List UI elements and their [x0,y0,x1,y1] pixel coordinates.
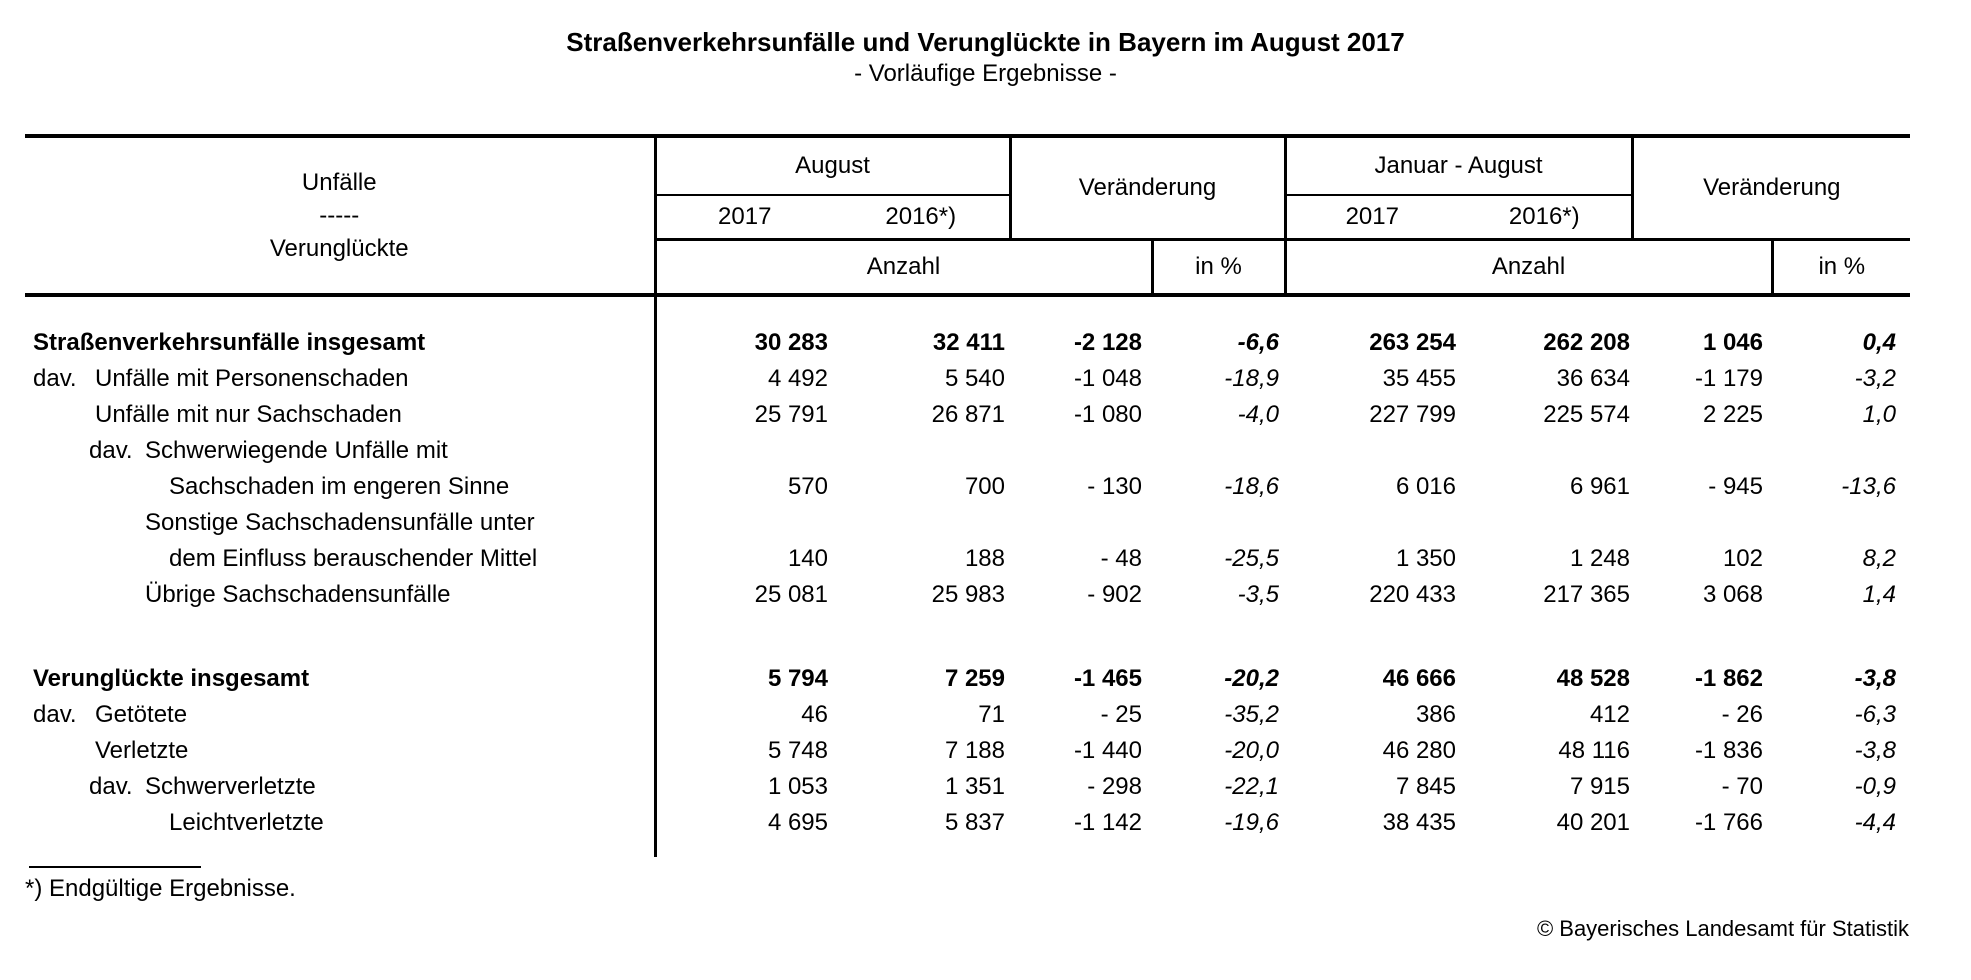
value-cell: 262 208 [1543,329,1630,356]
value-cell: 46 666 [1382,665,1456,692]
column-group-change-1: Veränderung [1010,136,1285,240]
value-cell: 1 053 [767,773,828,800]
column-header-2016-august: 2016*) [833,195,1010,240]
row-label-prefix: dav. [33,365,77,392]
unit-header-count-2: Anzahl [1285,240,1772,296]
value-cell: -1 179 [1694,365,1763,392]
value-cell: -0,9 [1854,773,1896,800]
value-cell: -1 142 [1073,809,1142,836]
value-cell: -3,5 [1237,581,1279,608]
row-label-prefix: dav. [89,437,133,464]
table-row [25,577,1910,613]
table-row [25,397,1910,433]
spacer-row [25,841,1910,857]
value-cell: 1,0 [1862,401,1896,428]
value-cell: 7 259 [944,665,1005,692]
unit-header-percent-2: in % [1772,240,1910,296]
table-row [25,769,1910,805]
value-cell: 40 201 [1556,809,1630,836]
value-cell: -4,4 [1854,809,1896,836]
value-cell: 3 068 [1702,581,1763,608]
value-cell: 0,4 [1862,329,1896,356]
value-cell: 220 433 [1369,581,1456,608]
value-cell: 46 280 [1382,737,1456,764]
value-cell: 700 [964,473,1005,500]
title-block [0,26,1971,90]
row-label: Unfälle mit nur Sachschaden [25,397,655,433]
value-cell: 48 116 [1558,737,1630,764]
row-label: Übrige Sachschadensunfälle [25,577,655,613]
value-cell: 188 [964,545,1005,572]
value-cell: 8,2 [1862,545,1896,572]
table-row [25,325,1910,361]
value-cell: -18,9 [1224,365,1279,392]
value-cell: - 70 [1721,773,1763,800]
row-label: dav. Getötete [25,697,655,733]
row-label: Leichtverletzte [25,805,655,841]
table-body-table [25,297,1910,857]
value-cell: 25 983 [931,581,1005,608]
value-cell: -35,2 [1224,701,1279,728]
footnote-rule [29,866,201,868]
value-cell: 32 411 [932,329,1005,356]
value-cell: 25 081 [754,581,828,608]
value-cell: 227 799 [1369,401,1456,428]
value-cell: 1 248 [1569,545,1630,572]
value-cell: 30 283 [754,329,828,356]
value-cell: -4,0 [1237,401,1279,428]
value-cell: -6,3 [1854,701,1896,728]
value-cell: 102 [1722,545,1763,572]
value-cell: -1 836 [1694,737,1763,764]
page-title: Straßenverkehrsunfälle und Verunglückte in Bayern im August 2017 [566,27,1405,57]
value-cell: 570 [787,473,828,500]
value-cell: 38 435 [1382,809,1456,836]
value-cell: 7 188 [944,737,1005,764]
value-cell: 140 [787,545,828,572]
value-cell: 5 794 [767,665,828,692]
value-cell: 1 351 [944,773,1005,800]
value-cell: - 26 [1721,701,1763,728]
value-cell: 4 492 [767,365,828,392]
column-group-january-august: Januar - August [1285,136,1632,195]
value-cell: -1 048 [1073,365,1142,392]
value-cell: 263 254 [1369,329,1456,356]
value-cell: - 25 [1100,701,1142,728]
value-cell: -3,2 [1854,365,1896,392]
value-cell: 25 791 [754,401,828,428]
row-label: dav. Unfälle mit Personenschaden [25,361,655,397]
row-label-prefix: dav. [89,773,133,800]
value-cell: 1 046 [1702,329,1763,356]
statistics-table [25,134,1910,857]
value-cell: -2 128 [1073,329,1142,356]
value-cell: - 130 [1087,473,1142,500]
value-cell: -20,2 [1224,665,1279,692]
value-cell: 46 [801,701,828,728]
value-cell: 36 634 [1556,365,1630,392]
value-cell: - 48 [1100,545,1142,572]
value-cell: - 902 [1087,581,1142,608]
value-cell: -19,6 [1224,809,1279,836]
value-cell: 7 845 [1395,773,1456,800]
value-cell: 217 365 [1543,581,1630,608]
value-cell: - 298 [1087,773,1142,800]
table-row [25,697,1910,733]
column-header-2016-janaug: 2016*) [1458,195,1632,240]
table-row [25,361,1910,397]
value-cell: 26 871 [931,401,1005,428]
value-cell: 5 837 [944,809,1005,836]
value-cell: -18,6 [1224,473,1279,500]
value-cell: 4 695 [767,809,828,836]
value-cell: -1 465 [1073,665,1142,692]
unit-header-count-1: Anzahl [655,240,1152,296]
table-row [25,433,1910,505]
value-cell: -20,0 [1224,737,1279,764]
value-cell: 1,4 [1862,581,1896,608]
value-cell: 48 528 [1556,665,1630,692]
value-cell: -25,5 [1224,545,1279,572]
value-cell: -1 766 [1694,809,1763,836]
table-header [25,134,1910,297]
value-cell: 5 540 [944,365,1005,392]
value-cell: -22,1 [1224,773,1279,800]
value-cell: - 945 [1708,473,1763,500]
value-cell: -13,6 [1841,473,1896,500]
value-cell: -1 862 [1694,665,1763,692]
value-cell: 412 [1589,701,1630,728]
spacer-row [25,297,1910,325]
table-body [25,297,1910,857]
value-cell: -1 440 [1073,737,1142,764]
value-cell: 35 455 [1382,365,1456,392]
column-header-2017-august: 2017 [655,195,833,240]
value-cell: 7 915 [1569,773,1630,800]
column-header-2017-janaug: 2017 [1285,195,1458,240]
value-cell: 1 350 [1395,545,1456,572]
page-subtitle: - Vorläufige Ergebnisse - [854,60,1117,87]
row-label: Verunglückte insgesamt [25,661,655,697]
column-group-august: August [655,136,1010,195]
row-label: Verletzte [25,733,655,769]
stub-header [25,136,655,295]
spacer-row [25,613,1910,661]
table-row [25,505,1910,577]
stub-header-divider: ----- [319,202,360,229]
stub-header-verungl: Verunglückte [269,235,409,262]
value-cell: -6,6 [1237,329,1279,356]
value-cell: -3,8 [1854,737,1896,764]
footnote [25,866,296,903]
unit-header-percent-1: in % [1152,240,1285,296]
value-cell: 6 961 [1569,473,1630,500]
table-row [25,805,1910,841]
value-cell: -3,8 [1854,665,1896,692]
value-cell: 6 016 [1395,473,1456,500]
footnote-text: *) Endgültige Ergebnisse. [25,875,296,902]
table-row [25,661,1910,697]
row-label: dav. Schwerverletzte [25,769,655,805]
row-label: dav. Schwerwiegende Unfälle mit Sachschaden im engeren Sinne [25,433,655,505]
value-cell: 71 [978,701,1005,728]
row-label-prefix: dav. [33,701,77,728]
value-cell: 5 748 [767,737,828,764]
row-label: Straßenverkehrsunfälle insgesamt [25,325,655,361]
value-cell: -1 080 [1073,401,1142,428]
column-group-change-2: Veränderung [1632,136,1910,240]
value-cell: 2 225 [1702,401,1763,428]
copyright-notice: © Bayerisches Landesamt für Statistik [1536,916,1909,941]
value-cell: 386 [1415,701,1456,728]
row-label: Sonstige Sachschadensunfälle unter dem Einfluss berauschender Mittel [25,505,655,577]
value-cell: 225 574 [1543,401,1630,428]
table-row [25,733,1910,769]
stub-header-unfaelle: Unfälle [301,169,377,196]
